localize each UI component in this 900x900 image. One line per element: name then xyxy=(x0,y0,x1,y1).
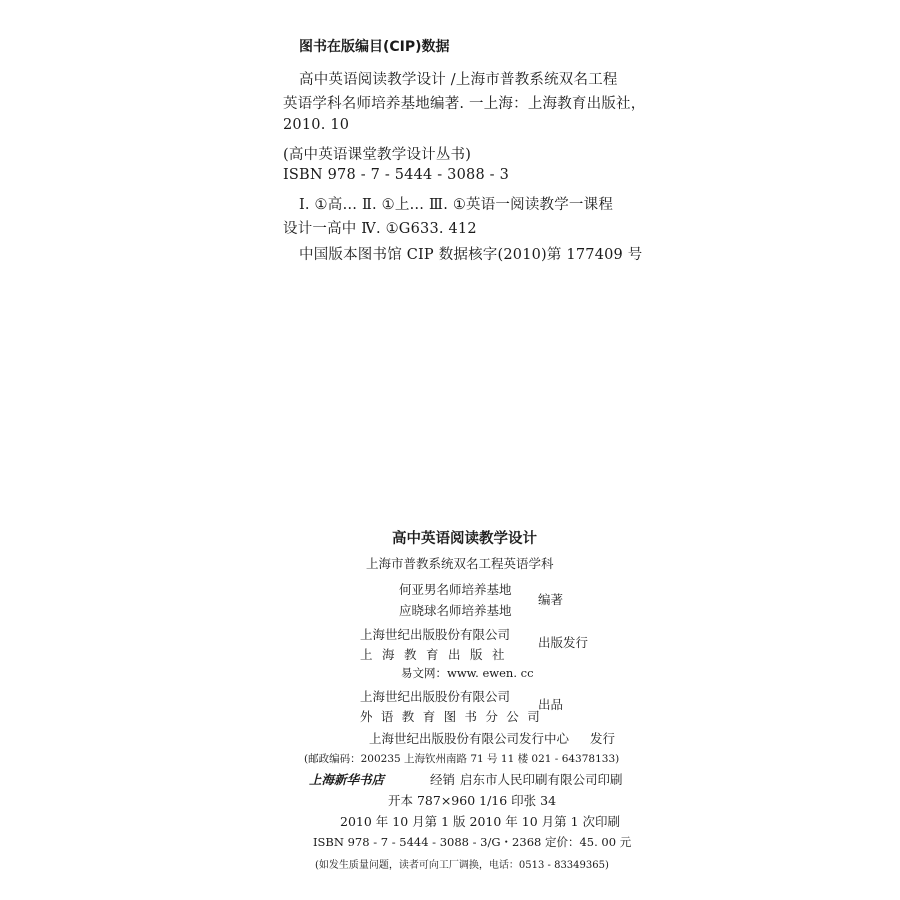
website-line: 易文网：www. ewen. cc xyxy=(401,666,534,680)
producer-line: 上海世纪出版股份有限公司 xyxy=(360,689,511,704)
printer-line: 启东市人民印刷有限公司印刷 xyxy=(460,772,623,787)
format-line: 开本 787×960 1/16 印张 34 xyxy=(388,793,557,808)
cip-series-line: (高中英语课堂教学设计丛书) xyxy=(283,147,472,163)
cip-title-line: 高中英语阅读教学设计 /上海市普教系统双名工程 xyxy=(299,72,618,88)
seller-role: 经销 xyxy=(430,772,456,787)
cip-subject-line: Ⅰ. ①高… Ⅱ. ①上… Ⅲ. ①英语一阅读教学一课程 xyxy=(299,197,614,213)
editor-line: 应晓球名师培养基地 xyxy=(399,603,512,618)
distributor-role: 发行 xyxy=(590,731,616,746)
publisher-line: 上海教育出版社 xyxy=(360,647,515,662)
cip-record-number-line: 中国版本图书馆 CIP 数据核字(2010)第 177409 号 xyxy=(299,247,643,263)
cip-isbn-line: ISBN 978 - 7 - 5444 - 3088 - 3 xyxy=(283,167,510,183)
cip-author-line: 英语学科名师培养基地编著. 一上海：上海教育出版社， xyxy=(283,96,646,112)
cip-heading: 图书在版编目(CIP)数据 xyxy=(299,39,450,55)
address-line: (邮政编码：200235 上海钦州南路 71 号 11 楼 021 - 64378133) xyxy=(304,753,620,765)
edition-line: 2010 年 10 月第 1 版 2010 年 10 月第 1 次印刷 xyxy=(340,814,621,829)
producer-line: 外语教育图书分公司 xyxy=(360,709,549,724)
publisher-line: 上海世纪出版股份有限公司 xyxy=(360,627,511,642)
publisher-role: 出版发行 xyxy=(538,635,589,650)
isbn-price-line: ISBN 978 - 7 - 5444 - 3088 - 3/G・2368 定价：45. 00 元 xyxy=(313,835,632,849)
cip-classification-line: 设计一高中 Ⅳ. ①G633. 412 xyxy=(283,221,477,237)
seller-name: 上海新华书店 xyxy=(309,772,385,787)
distributor-line: 上海世纪出版股份有限公司发行中心 xyxy=(369,731,570,746)
editor-line: 何亚男名师培养基地 xyxy=(399,582,512,597)
editor-role: 编著 xyxy=(538,592,564,607)
editor-line: 上海市普教系统双名工程英语学科 xyxy=(366,556,554,571)
producer-role: 出品 xyxy=(538,697,564,712)
quality-note: (如发生质量问题，读者可向工厂调换，电话：0513 - 83349365) xyxy=(315,860,609,871)
colophon-title: 高中英语阅读教学设计 xyxy=(392,531,537,547)
cip-date-line: 2010. 10 xyxy=(283,117,350,133)
